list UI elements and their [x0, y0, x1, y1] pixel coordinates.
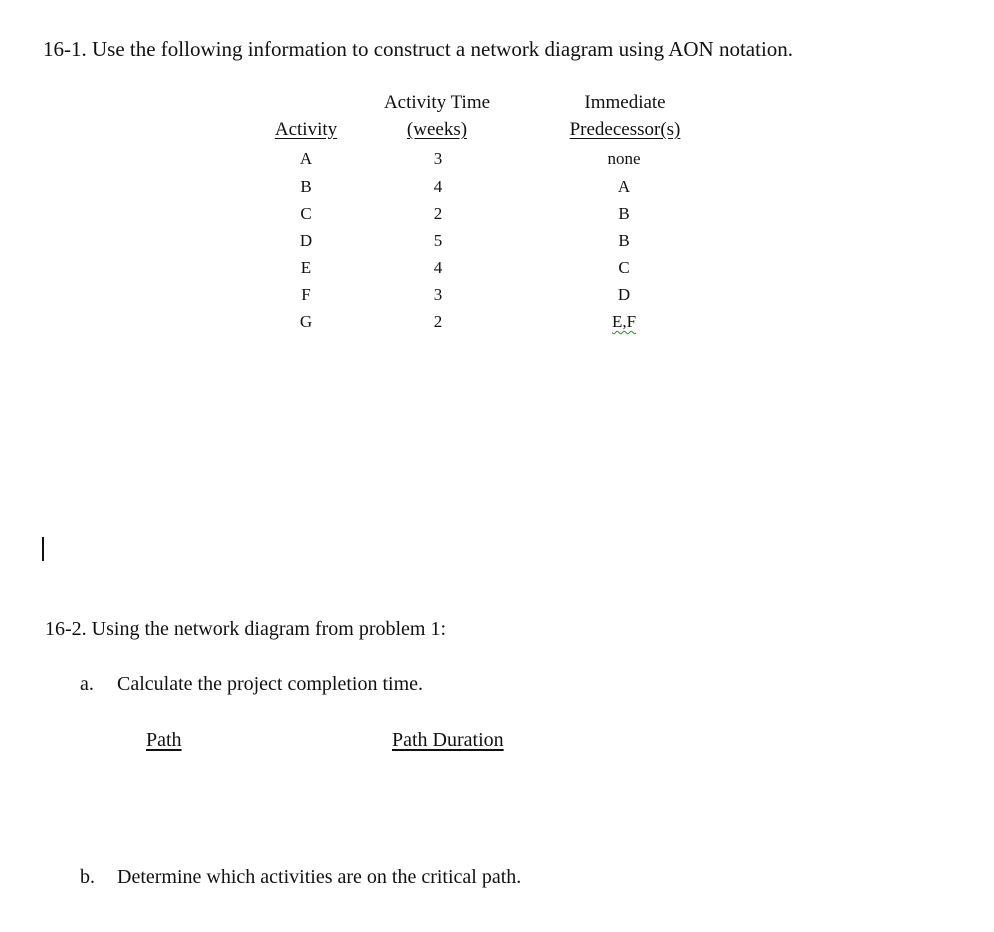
part-b-text: Determine which activities are on the critical path. — [117, 866, 522, 888]
time-cell: 5 — [433, 231, 443, 250]
activity-cell: F — [301, 285, 311, 304]
predecessor-cell: B — [618, 204, 630, 223]
predecessor-cell: D — [617, 285, 631, 304]
header-predecessors: Predecessor(s) — [569, 119, 681, 140]
part-b-label: b. — [80, 866, 95, 888]
time-cell: 4 — [433, 258, 443, 277]
time-cell: 3 — [433, 285, 443, 304]
activity-cell: D — [299, 231, 313, 250]
activity-cell: C — [300, 204, 312, 223]
path-duration-column-header: Path Duration — [392, 729, 504, 751]
predecessor-cell: C — [618, 258, 630, 277]
text-cursor — [42, 537, 44, 561]
spellcheck-flagged-text: E,F — [611, 312, 637, 331]
time-cell: 2 — [433, 312, 443, 331]
predecessor-cell: A — [617, 177, 631, 196]
activity-cell: B — [300, 177, 312, 196]
time-cell: 4 — [433, 177, 443, 196]
part-a-text: Calculate the project completion time. — [117, 673, 424, 695]
header-weeks: (weeks) — [406, 119, 468, 140]
activity-cell: A — [299, 149, 313, 168]
header-immediate: Immediate — [584, 92, 666, 113]
activity-cell: G — [299, 312, 313, 331]
predecessor-cell — [580, 312, 668, 332]
predecessor-cell: B — [618, 231, 630, 250]
problem-2-title: 16-2. Using the network diagram from problem 1: — [45, 618, 447, 640]
part-a-label: a. — [80, 673, 94, 695]
predecessor-cell: none — [607, 149, 641, 168]
path-column-header: Path — [146, 729, 182, 751]
header-activity: Activity — [274, 119, 338, 140]
activity-cell: E — [300, 258, 312, 277]
time-cell: 2 — [433, 204, 443, 223]
problem-1-title: 16-1. Use the following information to construct a network diagram using AON notation. — [43, 37, 794, 61]
time-cell: 3 — [433, 149, 443, 168]
header-activity-time: Activity Time — [383, 92, 491, 113]
